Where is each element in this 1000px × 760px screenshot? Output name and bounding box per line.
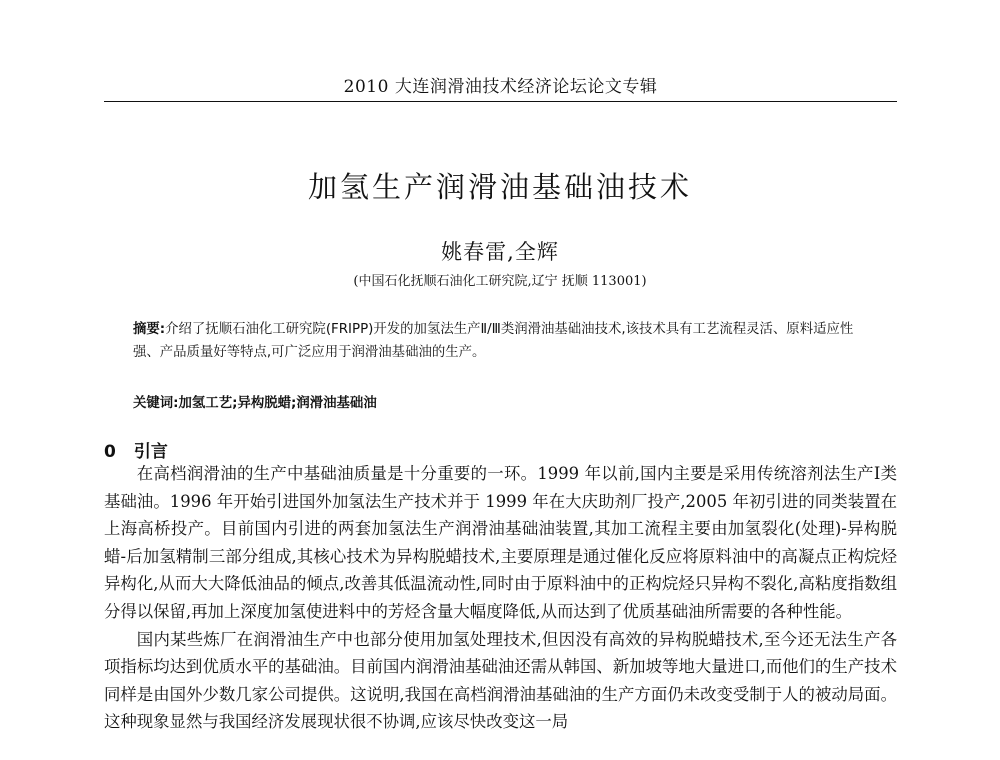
keywords [133,392,873,411]
paper-authors: 姚春雷,全辉 [441,240,559,264]
section-title: 引言 [133,442,168,462]
body-text [104,460,897,736]
paragraph: 国内某些炼厂在润滑油生产中也部分使用加氢处理技术,但因没有高效的异构脱蜡技术,至今还无法生产各项指标均达到优质水平的基础油。目前国内润滑油基础油还需从韩国、新加坡等地大量进口,而他们的生产技术同样是由国外少数几家公司提供。这说明,我国在高档润滑油基础油的生产方面仍未改变受制于人的被动局面。这种现象显然与我国经济发展现状很不协调,应该尽快改变这一局 [104,629,897,732]
author-affiliation: (中国石化抚顺石油化工研究院,辽宁 抚顺 113001) [353,274,647,289]
keywords-text: 加氢工艺;异构脱蜡;润滑油基础油 [178,396,377,411]
paragraph: 在高档润滑油的生产中基础油质量是十分重要的一环。1999 年以前,国内主要是采用传统溶剂法生产Ⅰ类基础油。1996 年开始引进国外加氢法生产技术并于 1999 年在大庆助剂厂投产,2005 年初引进的同类装置在上海高桥投产。目前国内引进的两套加氢法生产润滑油基础油装置,其加工流程主要由加氢裂化(处理)-异构脱蜡-后加氢精制三部分组成,其核心技术为异构脱蜡技术,主要原理是通过催化反应将原料油中的高凝点正构烷烃异构化,从而大大降低油品的倾点,改善其低温流动性,同时由于原料油中的正构烷烃只异构不裂化,高粘度指数组分得以保留,再加上深度加氢使进料中的芳烃含量大幅度降低,从而达到了优质基础油所需要的各种性能。 [104,464,897,621]
keywords-label: 关键词: [133,396,179,411]
section-heading [104,437,168,462]
section-number: 0 [104,442,116,462]
header-divider [104,101,897,102]
abstract-label: 摘要: [133,322,166,337]
paper-title: 加氢生产润滑油基础油技术 [307,170,692,204]
abstract-text: 介绍了抚顺石油化工研究院(FRIPP)开发的加氢法生产Ⅱ/Ⅲ类润滑油基础油技术,该技术具有工艺流程灵活、原料适应性强、产品质量好等特点,可广泛应用于润滑油基础油的生产。 [133,322,854,360]
abstract [133,318,873,364]
running-header: 2010 大连润滑油技术经济论坛论文专辑 [343,77,658,97]
